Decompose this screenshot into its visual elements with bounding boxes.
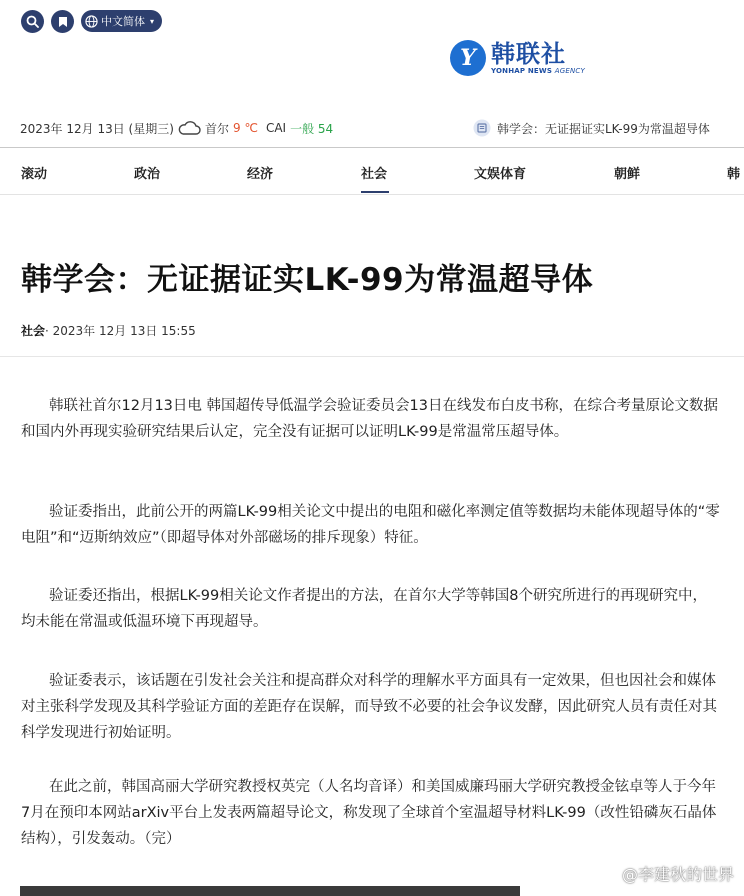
nav-item-economy[interactable]: 经济 bbox=[247, 167, 274, 182]
weather-city: 首尔 bbox=[205, 121, 230, 136]
nav-item-scroll[interactable]: 滚动 bbox=[21, 167, 48, 182]
article-image-edge bbox=[20, 886, 520, 896]
logo-chinese-name: 韩联社 bbox=[491, 40, 566, 68]
main-nav bbox=[0, 148, 744, 194]
chevron-down-icon: ▾ bbox=[150, 16, 155, 26]
article-category[interactable]: 社会 bbox=[21, 324, 46, 338]
divider bbox=[0, 194, 744, 195]
article-timestamp: · 2023年 12月 13日 15:55 bbox=[45, 324, 196, 338]
current-date: 2023年 12月 13日 (星期三) bbox=[20, 121, 174, 136]
search-button[interactable] bbox=[21, 10, 44, 33]
language-label: 中文简体 bbox=[101, 15, 145, 28]
language-selector[interactable] bbox=[81, 10, 162, 32]
article-paragraph: 在此之前，韩国高丽大学研究教授权英完（人名均音译）和美国威廉玛丽大学研究教授金铉卓等人于今年7月在预印本网站arXiv平台上发表两篇超导论文，称发现了全球首个室温超导材料LK-99（改性铅磷灰石晶体结构），引发轰动。（完） bbox=[21, 779, 717, 847]
article-paragraph: 验证委表示，该话题在引发社会关注和提高群众对科学的理解水平方面具有一定效果，但也因社会和媒体对主张科学发现及其科学验证方面的差距存在误解，而导致不必要的社会争议发酵，因此研究人员有责任对其科学发现进行初始证明。 bbox=[21, 673, 717, 741]
nav-item-entertainment-sports[interactable]: 文娱体育 bbox=[474, 167, 527, 182]
article-paragraph: 验证委指出，此前公开的两篇LK-99相关论文中提出的电阻和磁化率测定值等数据均未能体现超导体的“零电阻”和“迈斯纳效应”（即超导体对外部磁场的排斥现象）特征。 bbox=[21, 504, 720, 546]
article-meta bbox=[21, 322, 196, 339]
logo-english-name: YONHAP NEWS AGENCY bbox=[491, 67, 585, 75]
nav-item-society[interactable]: 社会 bbox=[361, 167, 388, 182]
info-bar bbox=[0, 112, 744, 144]
bookmark-button[interactable] bbox=[51, 10, 74, 33]
search-icon bbox=[26, 15, 39, 28]
article-paragraph: 验证委还指出，根据LK-99相关论文作者提出的方法，在首尔大学等韩国8个研究所进行的再现研究中，均未能在常温或低温环境下再现超导。 bbox=[21, 588, 707, 630]
cloud-icon bbox=[177, 120, 201, 136]
cai-label: CAI bbox=[265, 121, 287, 135]
ticker-text: 韩学会：无证据证实LK-99为常温超导体 bbox=[497, 121, 710, 136]
watermark-text: @李建秋的世界 bbox=[622, 865, 735, 884]
weather-temp: 9 ℃ bbox=[233, 121, 258, 135]
nav-active-indicator bbox=[361, 191, 389, 193]
nav-item-politics[interactable]: 政治 bbox=[134, 167, 161, 182]
divider bbox=[0, 356, 744, 357]
weibo-watermark bbox=[600, 862, 734, 885]
globe-icon bbox=[85, 15, 98, 28]
nav-item-korea[interactable]: 韩 bbox=[727, 167, 741, 182]
logo-mark-icon: Y bbox=[450, 40, 486, 76]
news-ticker[interactable] bbox=[473, 119, 710, 137]
yonhap-logo[interactable] bbox=[450, 36, 585, 80]
article-headline: 韩学会：无证据证实LK-99为常温超导体 bbox=[21, 262, 594, 298]
article-paragraph: 韩联社首尔12月13日电 韩国超传导低温学会验证委员会13日在线发布白皮书称，在综合考量原论文数据和国内外再现实验研究结果后认定，完全没有证据可以证明LK-99是常温常压超导体。 bbox=[21, 398, 718, 440]
cai-value: 一般 54 bbox=[290, 121, 334, 136]
weather-widget bbox=[177, 120, 333, 137]
weibo-icon bbox=[600, 866, 618, 881]
bookmark-icon bbox=[58, 16, 68, 28]
nav-item-north-korea[interactable]: 朝鲜 bbox=[614, 167, 641, 182]
news-icon bbox=[473, 119, 491, 137]
top-bar bbox=[0, 0, 744, 75]
